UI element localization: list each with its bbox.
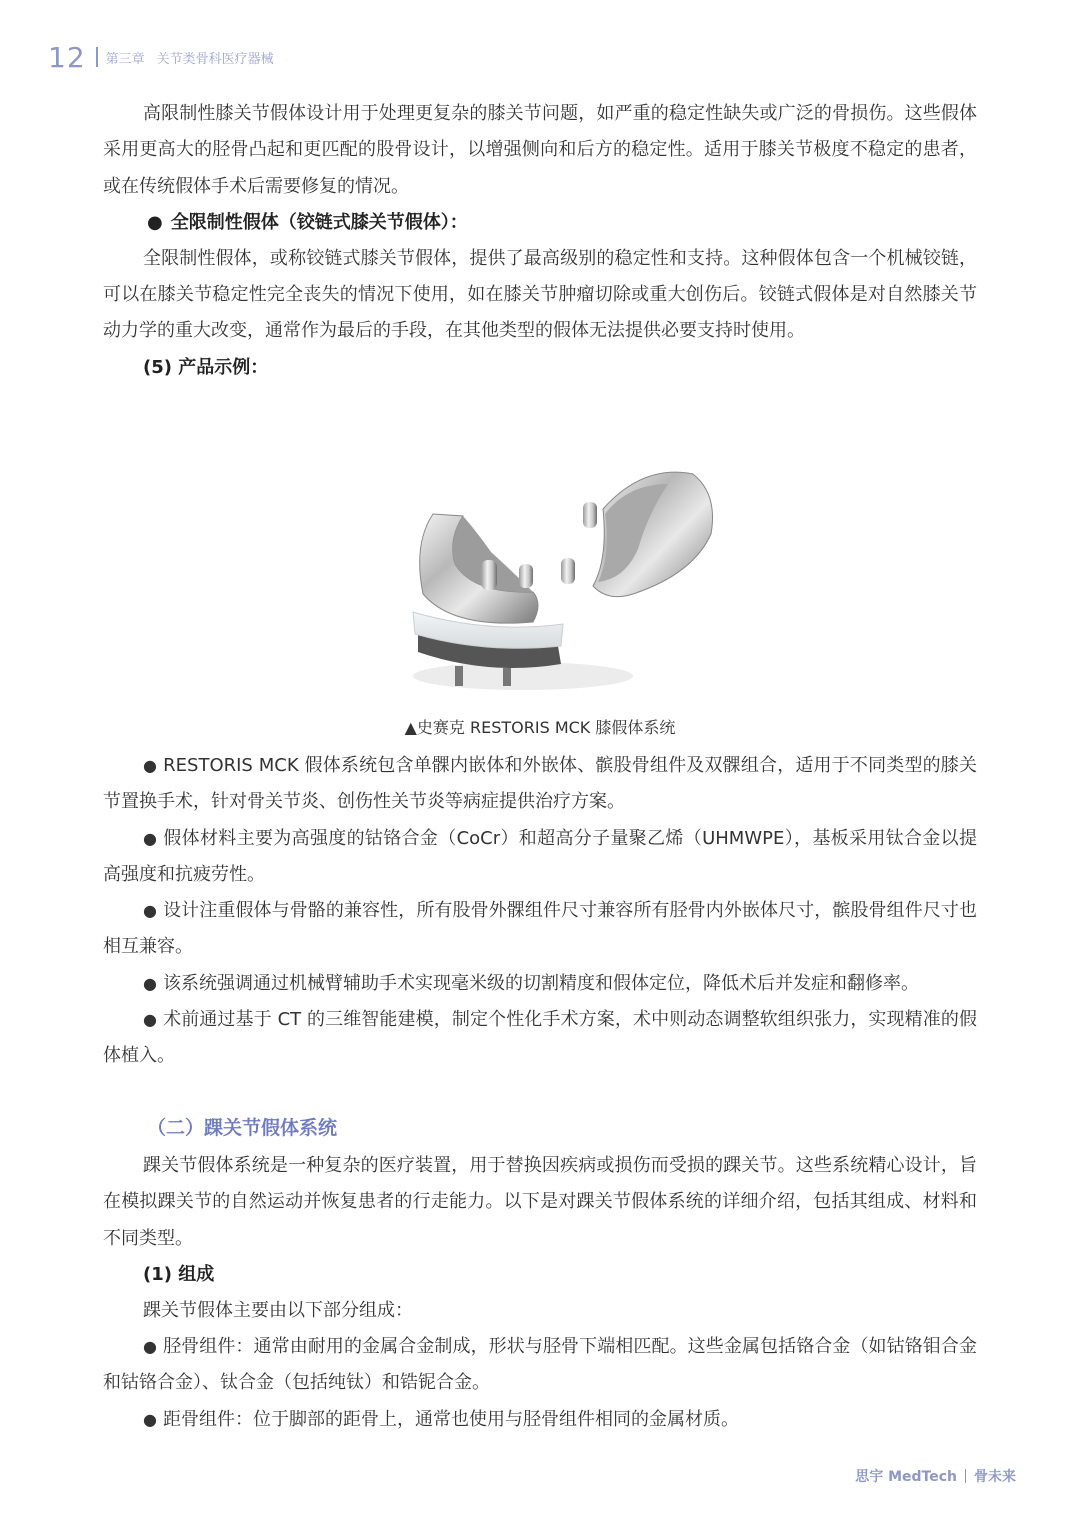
knee-implant-image [393, 454, 793, 706]
product-figure [103, 454, 977, 706]
footer-slogan: 骨未来 [974, 1469, 1016, 1485]
running-head [106, 48, 286, 67]
bullet-icon: ● [143, 901, 158, 921]
page-body [103, 96, 977, 386]
bullet-icon: ● [143, 756, 158, 775]
chapter-title: 关节类骨科医疗器械 [156, 51, 274, 67]
chapter-label: 第三章 [105, 51, 145, 67]
list-item [103, 821, 977, 894]
footer-divider [965, 1469, 966, 1483]
paragraph-ankle-intro: 踝关节假体系统是一种复杂的医疗装置，用于替换因疾病或损伤而受损的踝关节。这些系统精心设计，旨在模拟踝关节的自然运动并恢复患者的行走能力。以下是对踝关节假体系统的详细介绍，包括其组成、材料和不同类型。 [103, 1155, 977, 1249]
page-header [48, 40, 286, 74]
paragraph-composition: 踝关节假体主要由以下部分组成： [143, 1299, 413, 1321]
product-bullets [103, 748, 977, 1075]
header-divider [96, 47, 98, 67]
section-title: （二）踝关节假体系统 [147, 1117, 338, 1139]
list-item-text: 距骨组件：位于脚部的距骨上，通常也使用与胫骨组件相同的金属材质。 [162, 1408, 739, 1430]
bullet-icon: ● [143, 828, 158, 848]
page-footer [855, 1466, 1016, 1486]
list-item-text: RESTORIS MCK 假体系统包含单髁内嵌体和外嵌体、髌股骨组件及双髁组合，适用于不同类型的膝关节置换手术，针对骨关节炎、创伤性关节炎等病症提供治疗方案。 [103, 755, 977, 813]
list-item-text: 该系统强调通过机械臂辅助手术实现毫米级的切割精度和假体定位，降低术后并发症和翻修率。 [162, 972, 919, 994]
bullet-heading-hinged [103, 205, 977, 241]
list-item-text: 术前通过基于 CT 的三维智能建模，制定个性化手术方案，术中则动态调整软组织张力，实现精准的假体植入。 [103, 1009, 977, 1067]
paragraph-full-constraint: 全限制性假体，或称铰链式膝关节假体，提供了最高级别的稳定性和支持。这种假体包含一个机械铰链，可以在膝关节稳定性完全丧失的情况下使用，如在膝关节肿瘤切除或重大创伤后。铰链式假体是对自然膝关节动力学的重大改变，通常作为最后的手段，在其他类型的假体无法提供必要支持时使用。 [103, 247, 977, 342]
page-number: 12 [48, 40, 86, 74]
list-item-text: 设计注重假体与骨骼的兼容性，所有股骨外髁组件尺寸兼容所有胫骨内外嵌体尺寸，髌股骨组件尺寸也相互兼容。 [103, 900, 977, 958]
bullet-icon: ● [143, 1010, 158, 1030]
list-item [103, 1002, 977, 1075]
ankle-section [103, 1108, 977, 1438]
list-item [103, 966, 977, 1002]
bullet-icon: ● [147, 211, 163, 233]
list-item [103, 1329, 977, 1402]
bullet-icon: ● [143, 1409, 157, 1429]
bullet-icon: ● [143, 973, 157, 993]
list-item-text: 假体材料主要为高强度的钴铬合金（CoCr）和超高分子量聚乙烯（UHMWPE），基板采用钛合金以提高强度和抗疲劳性。 [103, 827, 977, 885]
list-item [103, 893, 977, 966]
list-item [103, 1402, 977, 1438]
bullet-icon: ● [143, 1337, 158, 1357]
product-example-heading: (5) 产品示例： [143, 356, 269, 378]
footer-brand: 思宇 MedTech [855, 1469, 957, 1485]
list-item [103, 748, 977, 821]
figure-caption: ▲史赛克 RESTORIS MCK 膝假体系统 [404, 718, 676, 737]
paragraph-high-constraint: 高限制性膝关节假体设计用于处理更复杂的膝关节问题，如严重的稳定性缺失或广泛的骨损伤。这些假体采用更高大的胫骨凸起和更匹配的股骨设计，以增强侧向和后方的稳定性。适用于膝关节极度不稳定的患者，或在传统假体手术后需要修复的情况。 [103, 103, 977, 197]
composition-heading: (1) 组成 [143, 1263, 215, 1285]
bullet-heading-text: 全限制性假体（铰链式膝关节假体）： [170, 211, 468, 233]
list-item-text: 胫骨组件：通常由耐用的金属合金制成，形状与胫骨下端相匹配。这些金属包括铬合金（如钴铬钼合金和钴铬合金）、钛合金（包括纯钛）和锆铌合金。 [103, 1336, 977, 1394]
